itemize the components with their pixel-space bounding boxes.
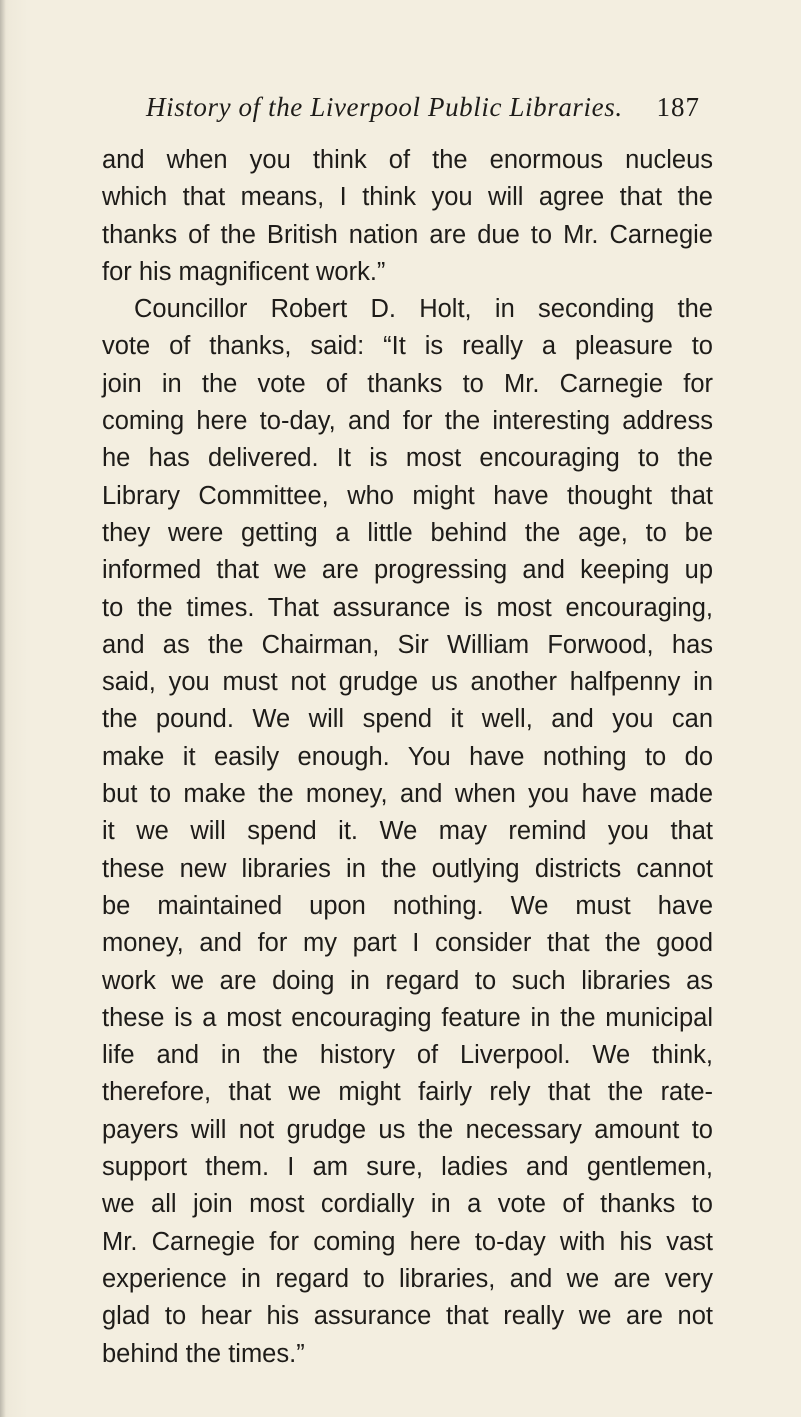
running-head bbox=[146, 88, 700, 128]
text-line: coming here to-day, and for the interesting address bbox=[102, 407, 713, 436]
text-line: life and in the history of Liverpool. We think, bbox=[102, 1041, 713, 1070]
text-line: informed that we are progressing and keeping up bbox=[102, 556, 713, 585]
text-line: therefore, that we might fairly rely that the rate- bbox=[102, 1078, 713, 1107]
text-line: join in the vote of thanks to Mr. Carnegie for bbox=[102, 369, 713, 398]
text-line: we all join most cordially in a vote of thanks to bbox=[102, 1190, 713, 1219]
text-line: said, you must not grudge us another halfpenny in bbox=[102, 668, 713, 697]
text-line: be maintained upon nothing. We must have bbox=[102, 891, 713, 920]
text-line: he has delivered. It is most encouraging to the bbox=[102, 444, 713, 473]
text-line: and as the Chairman, Sir William Forwood, has bbox=[102, 630, 713, 659]
text-line: payers will not grudge us the necessary amount to bbox=[102, 1115, 713, 1144]
text-line: glad to hear his assurance that really we are not bbox=[102, 1302, 713, 1331]
text-line: the pound. We will spend it well, and you can bbox=[102, 705, 713, 734]
text-line: and when you think of the enormous nucleus bbox=[102, 146, 713, 174]
binding-gutter-shadow bbox=[0, 0, 6, 1417]
text-line: money, and for my part I consider that the good bbox=[102, 929, 713, 958]
text-line: these new libraries in the outlying districts cannot bbox=[102, 854, 713, 883]
text-line: work we are doing in regard to such libraries as bbox=[102, 966, 713, 995]
text-line: support them. I am sure, ladies and gentlemen, bbox=[102, 1153, 713, 1182]
paragraph-start-line: Councillor Robert D. Holt, in seconding the bbox=[134, 295, 713, 324]
running-title: History of the Liverpool Public Libraries. bbox=[146, 92, 623, 122]
text-line: thanks of the British nation are due to Mr. Carnegie bbox=[102, 220, 713, 249]
text-line: but to make the money, and when you have made bbox=[102, 780, 713, 809]
text-line: these is a most encouraging feature in the municipal bbox=[102, 1003, 713, 1032]
body-text bbox=[102, 142, 713, 1373]
text-line: to the times. That assurance is most encouraging, bbox=[102, 593, 713, 622]
text-line: for his magnificent work.” bbox=[102, 257, 386, 286]
text-line: which that means, I think you will agree that the bbox=[102, 183, 713, 212]
text-line: make it easily enough. You have nothing to do bbox=[102, 742, 713, 771]
text-line: Library Committee, who might have thought that bbox=[102, 481, 713, 510]
text-line: experience in regard to libraries, and we are very bbox=[102, 1264, 713, 1293]
page-number: 187 bbox=[656, 92, 700, 122]
text-line: they were getting a little behind the age, to be bbox=[102, 518, 713, 547]
text-line: behind the times.” bbox=[102, 1339, 305, 1368]
text-line: vote of thanks, said: “It is really a pleasure to bbox=[102, 332, 713, 361]
text-line: Mr. Carnegie for coming here to-day with his vast bbox=[102, 1227, 713, 1256]
text-line: it we will spend it. We may remind you that bbox=[102, 817, 713, 846]
